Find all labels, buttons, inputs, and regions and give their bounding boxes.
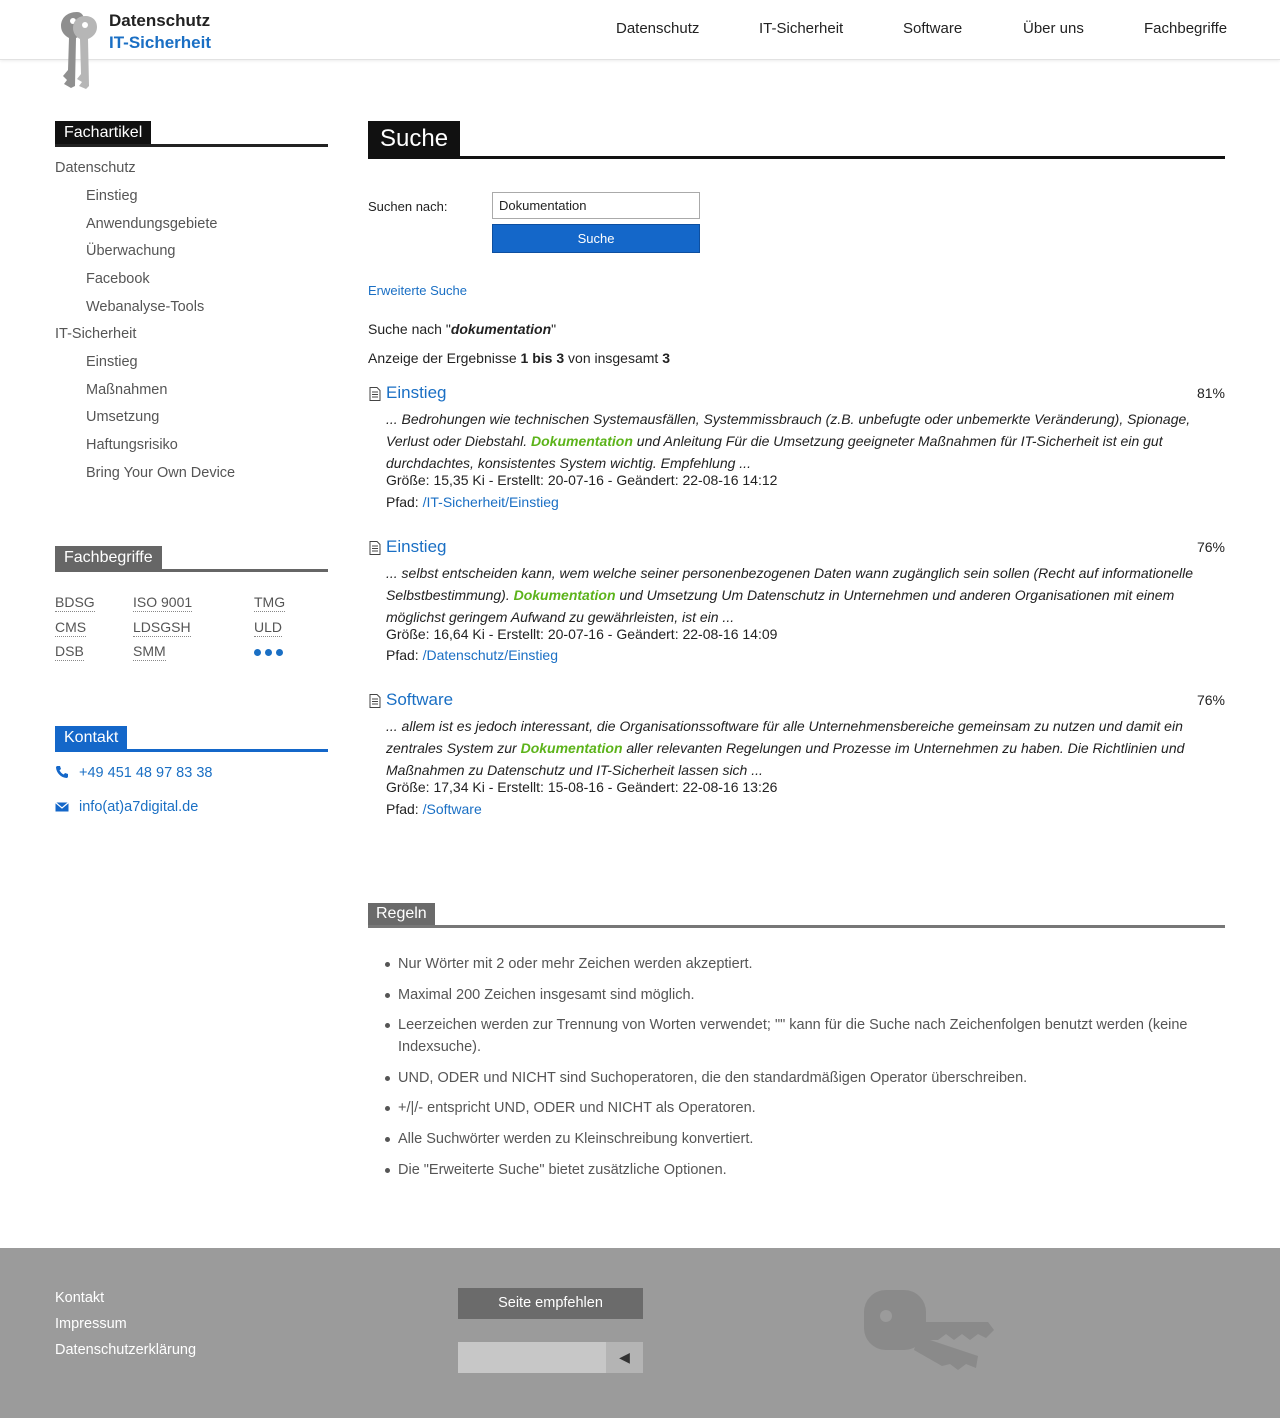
- search-button[interactable]: Suche: [492, 224, 700, 253]
- path-label: Pfad:: [386, 647, 423, 663]
- rules-title: Regeln: [368, 903, 435, 925]
- rule-item: Alle Suchwörter werden zu Kleinschreibung konvertiert.: [398, 1128, 1218, 1150]
- rule-item: UND, ODER und NICHT sind Suchoperatoren, die den standardmäßigen Operator überschreiben.: [398, 1067, 1218, 1089]
- document-icon: [368, 387, 382, 401]
- sidebar-item-einstieg-it[interactable]: Einstieg: [86, 354, 138, 370]
- excerpt-text: und Umsetzung Um Datenschutz in Unternehmen und anderen Organisationen mit einem möglichst geringem Aufwand zu gewährleisten, ist ein ...: [386, 587, 1175, 625]
- site-footer: [0, 1248, 1280, 1418]
- result-meta: Größe: 17,34 Ki - Erstellt: 15-08-16 - Geändert: 22-08-16 13:26: [386, 779, 778, 795]
- term-cms[interactable]: CMS: [55, 619, 87, 635]
- result-relevance: 76%: [1196, 539, 1225, 555]
- sidebar-item-facebook[interactable]: Facebook: [86, 271, 150, 287]
- share-input-field[interactable]: [458, 1342, 606, 1373]
- rule-item: Nur Wörter mit 2 oder mehr Zeichen werden akzeptiert.: [398, 953, 1218, 975]
- excerpt-text: ... selbst entscheiden kann, wem welche seiner personenbezogenen Daten wann zugänglich sein sollen (Recht auf informationelle Selbstbestimmung).: [386, 565, 1194, 603]
- page-title-text: Suche: [368, 121, 460, 156]
- nav-it-sicherheit[interactable]: IT-Sicherheit: [759, 20, 844, 37]
- excerpt-text: aller relevanten Regelungen und Prozesse im Unternehmen zu haben. Die Richtlinien und Maßnahmen zu Datenschutz und IT-Sicherheit lassen sich ...: [386, 740, 1185, 778]
- sidebar-item-it-sicherheit[interactable]: IT-Sicherheit: [55, 326, 137, 342]
- more-terms-icon[interactable]: [254, 643, 290, 657]
- site-header: [0, 0, 1280, 60]
- nav-software[interactable]: Software: [903, 20, 963, 37]
- term-bdsg[interactable]: BDSG: [55, 594, 95, 610]
- excerpt-text: ... allem ist es jedoch interessant, die Organisationssoftware für alle Unternehmensbereiche gemeinsam zu nutzen und damit ein zentrales System zur: [386, 718, 1183, 756]
- page-title: [368, 121, 1225, 159]
- contact-email[interactable]: [55, 799, 198, 817]
- path-label: Pfad:: [386, 494, 423, 510]
- fachartikel-title: Fachartikel: [55, 121, 151, 144]
- sidebar-item-byod[interactable]: Bring Your Own Device: [86, 465, 236, 481]
- result-path-link[interactable]: /Datenschutz/Einstieg: [422, 647, 558, 663]
- sidebar-item-massnahmen[interactable]: Maßnahmen: [86, 382, 168, 398]
- footer-link-kontakt[interactable]: Kontakt: [55, 1290, 105, 1306]
- sidebar-item-anwendungsgebiete[interactable]: Anwendungsgebiete: [86, 216, 218, 232]
- result-path-link[interactable]: /IT-Sicherheit/Einstieg: [422, 494, 559, 510]
- document-icon: [368, 541, 382, 555]
- search-label: Suchen nach:: [368, 199, 448, 214]
- results-count-info: [368, 350, 670, 366]
- result-path: [386, 647, 558, 663]
- result-path: [386, 801, 482, 817]
- result-relevance: 81%: [1196, 385, 1225, 401]
- search-result: [368, 537, 1225, 667]
- advanced-search-link[interactable]: Erweiterte Suche: [368, 283, 467, 298]
- rule-item: Die "Erweiterte Suche" bietet zusätzliche Optionen.: [398, 1159, 1218, 1181]
- contact-phone[interactable]: [55, 765, 212, 783]
- path-label: Pfad:: [386, 801, 423, 817]
- results-range: 1 bis 3: [520, 350, 565, 366]
- rule-item: Leerzeichen werden zur Trennung von Worten verwendet; "" kann für die Suche nach Zeichenfolgen benutzt werden (keine Indexsuche).: [398, 1014, 1218, 1058]
- excerpt-text: und Anleitung Für die Umsetzung geeigneter Maßnahmen für IT-Sicherheit ist ein gut durchdachtes, konsistentes System wichtig. Empfehlung ...: [386, 433, 1163, 471]
- search-result: [368, 383, 1225, 513]
- keys-logo-icon: [55, 8, 101, 90]
- result-excerpt: [386, 715, 1221, 781]
- result-relevance: 76%: [1196, 692, 1225, 708]
- result-meta: Größe: 16,64 Ki - Erstellt: 20-07-16 - Geändert: 22-08-16 14:09: [386, 626, 778, 642]
- term-uld[interactable]: ULD: [254, 619, 283, 635]
- result-excerpt: [386, 562, 1221, 628]
- result-title-link[interactable]: Einstieg: [386, 537, 447, 556]
- contact-email-label: info(at)a7digital.de: [79, 799, 199, 815]
- fachbegriffe-title: Fachbegriffe: [55, 546, 162, 569]
- result-path: [386, 494, 559, 510]
- search-input[interactable]: [492, 192, 700, 219]
- sidebar-item-einstieg[interactable]: Einstieg: [86, 188, 138, 204]
- phone-icon: [55, 765, 71, 783]
- excerpt-text: ... Bedrohungen wie technischen Systemausfällen, Systemmissbrauch (z.B. unbefugte oder unbemerkte Veränderung), Spionage, Verlust oder Diebstahl.: [386, 411, 1191, 449]
- results-total: 3: [662, 350, 670, 366]
- footer-key-icon: [858, 1286, 998, 1370]
- result-title-link[interactable]: Einstieg: [386, 383, 447, 402]
- term-smm[interactable]: SMM: [133, 643, 166, 659]
- result-meta: Größe: 15,35 Ki - Erstellt: 20-07-16 - Geändert: 22-08-16 14:12: [386, 472, 778, 488]
- sidebar-item-haftungsrisiko[interactable]: Haftungsrisiko: [86, 437, 178, 453]
- document-icon: [368, 694, 382, 708]
- excerpt-highlight: Dokumentation: [520, 740, 623, 756]
- sidebar-item-webanalyse-tools[interactable]: Webanalyse-Tools: [86, 299, 205, 315]
- search-query-info: [368, 321, 556, 337]
- rule-item: +/|/- entspricht UND, ODER und NICHT als Operatoren.: [398, 1097, 1218, 1119]
- query-prefix: Suche nach ": [368, 321, 451, 337]
- kontakt-heading: [55, 726, 328, 752]
- sidebar-item-umsetzung[interactable]: Umsetzung: [86, 409, 160, 425]
- share-toggle-button[interactable]: ◀: [606, 1342, 643, 1373]
- excerpt-highlight: Dokumentation: [513, 587, 616, 603]
- fachbegriffe-heading: [55, 546, 328, 572]
- footer-link-impressum[interactable]: Impressum: [55, 1316, 127, 1332]
- term-iso-9001[interactable]: ISO 9001: [133, 594, 193, 610]
- rule-item: Maximal 200 Zeichen insgesamt sind möglich.: [398, 984, 1218, 1006]
- logo-title-line1: Datenschutz: [109, 11, 211, 30]
- results-mid: von insgesamt: [564, 350, 663, 366]
- results-prefix: Anzeige der Ergebnisse: [368, 350, 521, 366]
- recommend-page-button[interactable]: Seite empfehlen: [458, 1288, 643, 1319]
- contact-phone-label: +49 451 48 97 83 38: [79, 765, 213, 781]
- term-dsb[interactable]: DSB: [55, 643, 84, 659]
- excerpt-highlight: Dokumentation: [531, 433, 633, 449]
- sidebar-item-datenschutz[interactable]: Datenschutz: [55, 160, 136, 176]
- term-tmg[interactable]: TMG: [254, 594, 286, 610]
- site-logo[interactable]: [55, 8, 225, 90]
- nav-datenschutz[interactable]: Datenschutz: [616, 20, 700, 37]
- result-path-link[interactable]: /Software: [422, 801, 482, 817]
- rules-heading: [368, 903, 1225, 928]
- fachartikel-heading: [55, 121, 328, 147]
- nav-fachbegriffe[interactable]: Fachbegriffe: [1144, 20, 1228, 37]
- logo-title-line2: IT-Sicherheit: [109, 33, 212, 52]
- term-ldsgsh[interactable]: LDSGSH: [133, 619, 191, 635]
- nav-ueber-uns[interactable]: Über uns: [1023, 20, 1084, 37]
- query-term: dokumentation: [450, 321, 552, 337]
- query-suffix: ": [551, 321, 557, 337]
- kontakt-title: Kontakt: [55, 726, 127, 749]
- mail-icon: [55, 801, 71, 817]
- search-result: [368, 690, 1225, 820]
- footer-link-datenschutzerklaerung[interactable]: Datenschutzerklärung: [55, 1342, 197, 1358]
- sidebar-item-ueberwachung[interactable]: Überwachung: [86, 243, 176, 259]
- result-excerpt: [386, 408, 1221, 474]
- result-title-link[interactable]: Software: [386, 690, 454, 709]
